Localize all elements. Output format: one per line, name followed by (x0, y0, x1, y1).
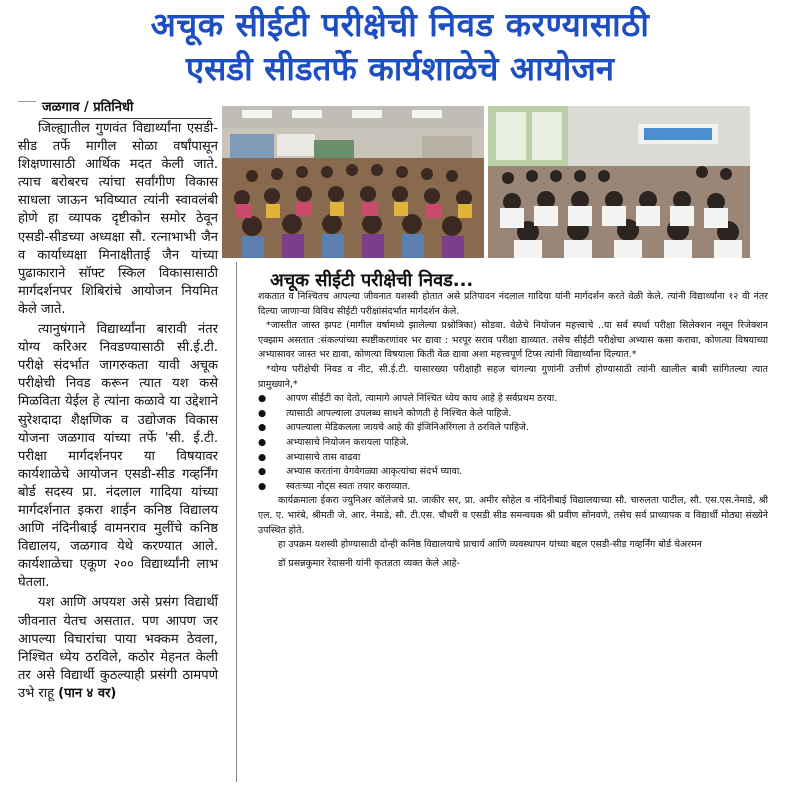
bullet-item (258, 392, 768, 407)
bullet-item (258, 465, 768, 480)
seminar-photo-2 (488, 106, 750, 258)
bullet-item (258, 451, 768, 466)
headline-line-2: एसडी सीडतर्फे कार्यशाळेचे आयोजन (185, 49, 615, 88)
left-paragraph-3 (18, 594, 218, 703)
bullet-text-6: अभ्यास करतांना वेगवेगळ्या आकृत्यांचा संदर्भ घ्यावा. (286, 466, 463, 478)
headline (0, 4, 800, 90)
right-outro-2: हा उपक्रम यशस्वी होण्यासाठी दोन्ही कनिष्ठ विद्यालयाचे प्राचार्य आणि व्यवस्थापन यांच्या बद्दल एसडी-सीड गव्हर्निंग बोर्ड चेअरमन (278, 539, 702, 551)
bullet-text-2: त्यासाठी आपल्याला उपलब्ध साधने कोणती हे निश्चित केले पाहिजे. (286, 407, 512, 419)
classroom-photo-1-image (222, 106, 484, 258)
byline: जळगाव / प्रतिनिधी (42, 97, 212, 119)
bullet-glyph: ● (258, 451, 267, 463)
bullet-glyph: ● (258, 480, 267, 492)
bullet-glyph: ● (258, 393, 267, 405)
headline-line-1: अचूक सीईटी परीक्षेची निवड करण्यासाठी (150, 5, 650, 44)
right-intro-1: शकतात व निश्चितच आपल्या जीवनात यशस्वी होतात असे प्रतिपादन नंदलाल गादिया यांनी मार्गदर्शन करते वेळी केले. त्यांनी विद्यार्थ्यांना १२ वी नंतर दिल्या जाणाऱ्या विविध सीईटी परीक्षांसंदर्भात मार्गदर्शन केले. (258, 291, 768, 317)
continuation-text (258, 290, 768, 571)
bullet-text-1: आपण सीईटी का देतो, त्यामागे आपले निश्चित ध्येय काय आहे हे सर्वप्रथम ठरवा. (286, 393, 558, 405)
bullet-glyph: ● (258, 422, 267, 434)
bullet-text-3: आपल्याला मेडिकलला जायचे आहे की इंजिनिअरिंगला ते ठरविले पाहिजे. (286, 422, 529, 434)
bullet-text-7: स्वतःच्या नोट्स स्वतः तयार कराव्यात. (286, 480, 411, 492)
right-intro-3: *योग्य परीक्षेची निवड व नीट, सी.ई.टी. यासारख्या परीक्षाही सहज चांगल्या गुणांनी उत्तीर्ण होण्यासाठी त्यांनी खालील बाबी सांगितल्या त्यात प्रामुख्याने,* (258, 363, 768, 390)
left-column (18, 120, 218, 703)
left-paragraph-3-text: यश आणि अपयश असे प्रसंग विद्यार्थी जीवनात येतच असतात. पण आपण जर आपल्या विचारांचा पाया भक्कम ठेवला, निश्चित ध्येय ठरविले, कठोर मेहनत केली तर असे विद्यार्थी कुठल्याही प्रसंगी ठामपणे उभे राहू (18, 595, 218, 701)
right-intro-2: *जास्तीत जास्त झपट (मागील वर्षामध्ये झालेल्या प्रश्नोत्रिका) सोडवा. वेळेचे नियोजन महत्त्वाचे ..या सर्व स्पर्धा परीक्षा सिलेक्शन नसून रिजेक्शन एक्झाम असतात :संकल्पांच्या स्पष्टीकरणांवर भर द्यावा : भरपूर सराव परीक्षा द्याव्यात. तसेच सीईटी परीक्षेचा अभ्यास कसा करावा, कोणत्या विषयाच्या अभ्यासावर जास्त भर द्यावा, कोणत्या विषयाला किती वेळ द्यावा अशा महत्त्वपूर्ण टिप्स त्यांनी विद्यार्थ्यांना दिल्यात.* (258, 320, 768, 361)
bullet-glyph: ● (258, 466, 267, 478)
bullet-text-4: अभ्यासाचे नियोजन करायला पाहिजे. (286, 436, 410, 448)
bullet-item (258, 421, 768, 436)
left-paragraph-2: त्यानुषंगाने विद्यार्थ्यांना बारावी नंतर योग्य करिअर निवडण्यासाठी सी.ई.टी. परीक्षे संदर्भात जागरुकता यावी अचूक परीक्षेची निवड करून त्यात यश कसे मिळविता येईल हे त्यांना कळावे या उद्देशाने सुरेशदादा शैक्षणिक व उद्योजक विकास योजना जळगाव यांच्या तर्फे 'सी. ई.टी. परीक्षा मार्गदर्शनपर या विषयावर कार्यशाळेचे आयोजन एसडी-सीड गव्हर्निंग बोर्ड सदस्य प्रा. नंदलाल गादिया यांच्या मार्गदर्शनात इकरा शाईन कनिष्ठ विद्यालय आणि नंदिनीबाई वामनराव मुलींचे कनिष्ठ विद्यालय, जळगाव येथे करण्यात आले. कार्यशाळेचा एकूण २०० विद्यार्थ्यांनी लाभ घेतला. (18, 322, 218, 591)
byline-rule (18, 101, 36, 102)
right-outro-1: कार्यक्रमाला ईकरा ज्युनिअर कॉलेजचे प्रा. जाकीर सर, प्रा. अमीर सोहेल व नंदिनीबाई विद्यालयाच्या सौ. चारुलता पाटील, सौ. एस.एस.नेमाडे, श्री एल. ए. भारंबे, श्रीमती जे. आर. नेमाडे, सौ. टी.एस. चौधरी व एसडी सीड समन्वयक श्री प्रवीण सोनवणे, तसेच सर्व प्राध्यापक व विद्यार्थी मोठ्या संख्येने उपस्थित होते. (258, 495, 768, 536)
continued-marker: (पान ४ वर) (58, 685, 117, 701)
bullet-glyph: ● (258, 436, 267, 448)
left-paragraph-1: जिल्ह्यातील गुणवंत विद्यार्थ्यांना एसडी-सीड तर्फे मागील सोळा वर्षांपासून शिक्षणासाठी आर्थिक मदत केली जाते. त्याच बरोबरच त्यांचा सर्वांगीण विकास साधला जाऊन भविष्यात त्यांनी स्वावलंबी होणे हा व्यापक दृष्टीकोन समोर ठेवून एसडी-सीडच्या अध्यक्षा सौ. रत्नाभाभी जैन व कार्याध्यक्षा मिनाक्षीताई जैन यांच्या पुढाकाराने सॉफ्ट स्किल विकासासाठी मार्गदर्शनपर शिबिरांचे आयोजन नियमित केले जाते. (18, 121, 218, 317)
right-outro-3: डॉ प्रसन्नकुमार रेदासनी यांनी कृतज्ञता व्यक्त केले आहे- (278, 557, 460, 569)
bullet-glyph: ● (258, 407, 267, 419)
continuation-subhead: अचूक सीईटी परीक्षेची निवड... (270, 270, 474, 291)
bullet-text-5: अभ्यासाचे तास वाढवा (286, 451, 361, 463)
bullet-item (258, 407, 768, 422)
classroom-photo-2-image (488, 106, 750, 258)
bullet-item (258, 436, 768, 451)
bullet-item (258, 480, 768, 495)
seminar-photo-1 (222, 106, 484, 258)
